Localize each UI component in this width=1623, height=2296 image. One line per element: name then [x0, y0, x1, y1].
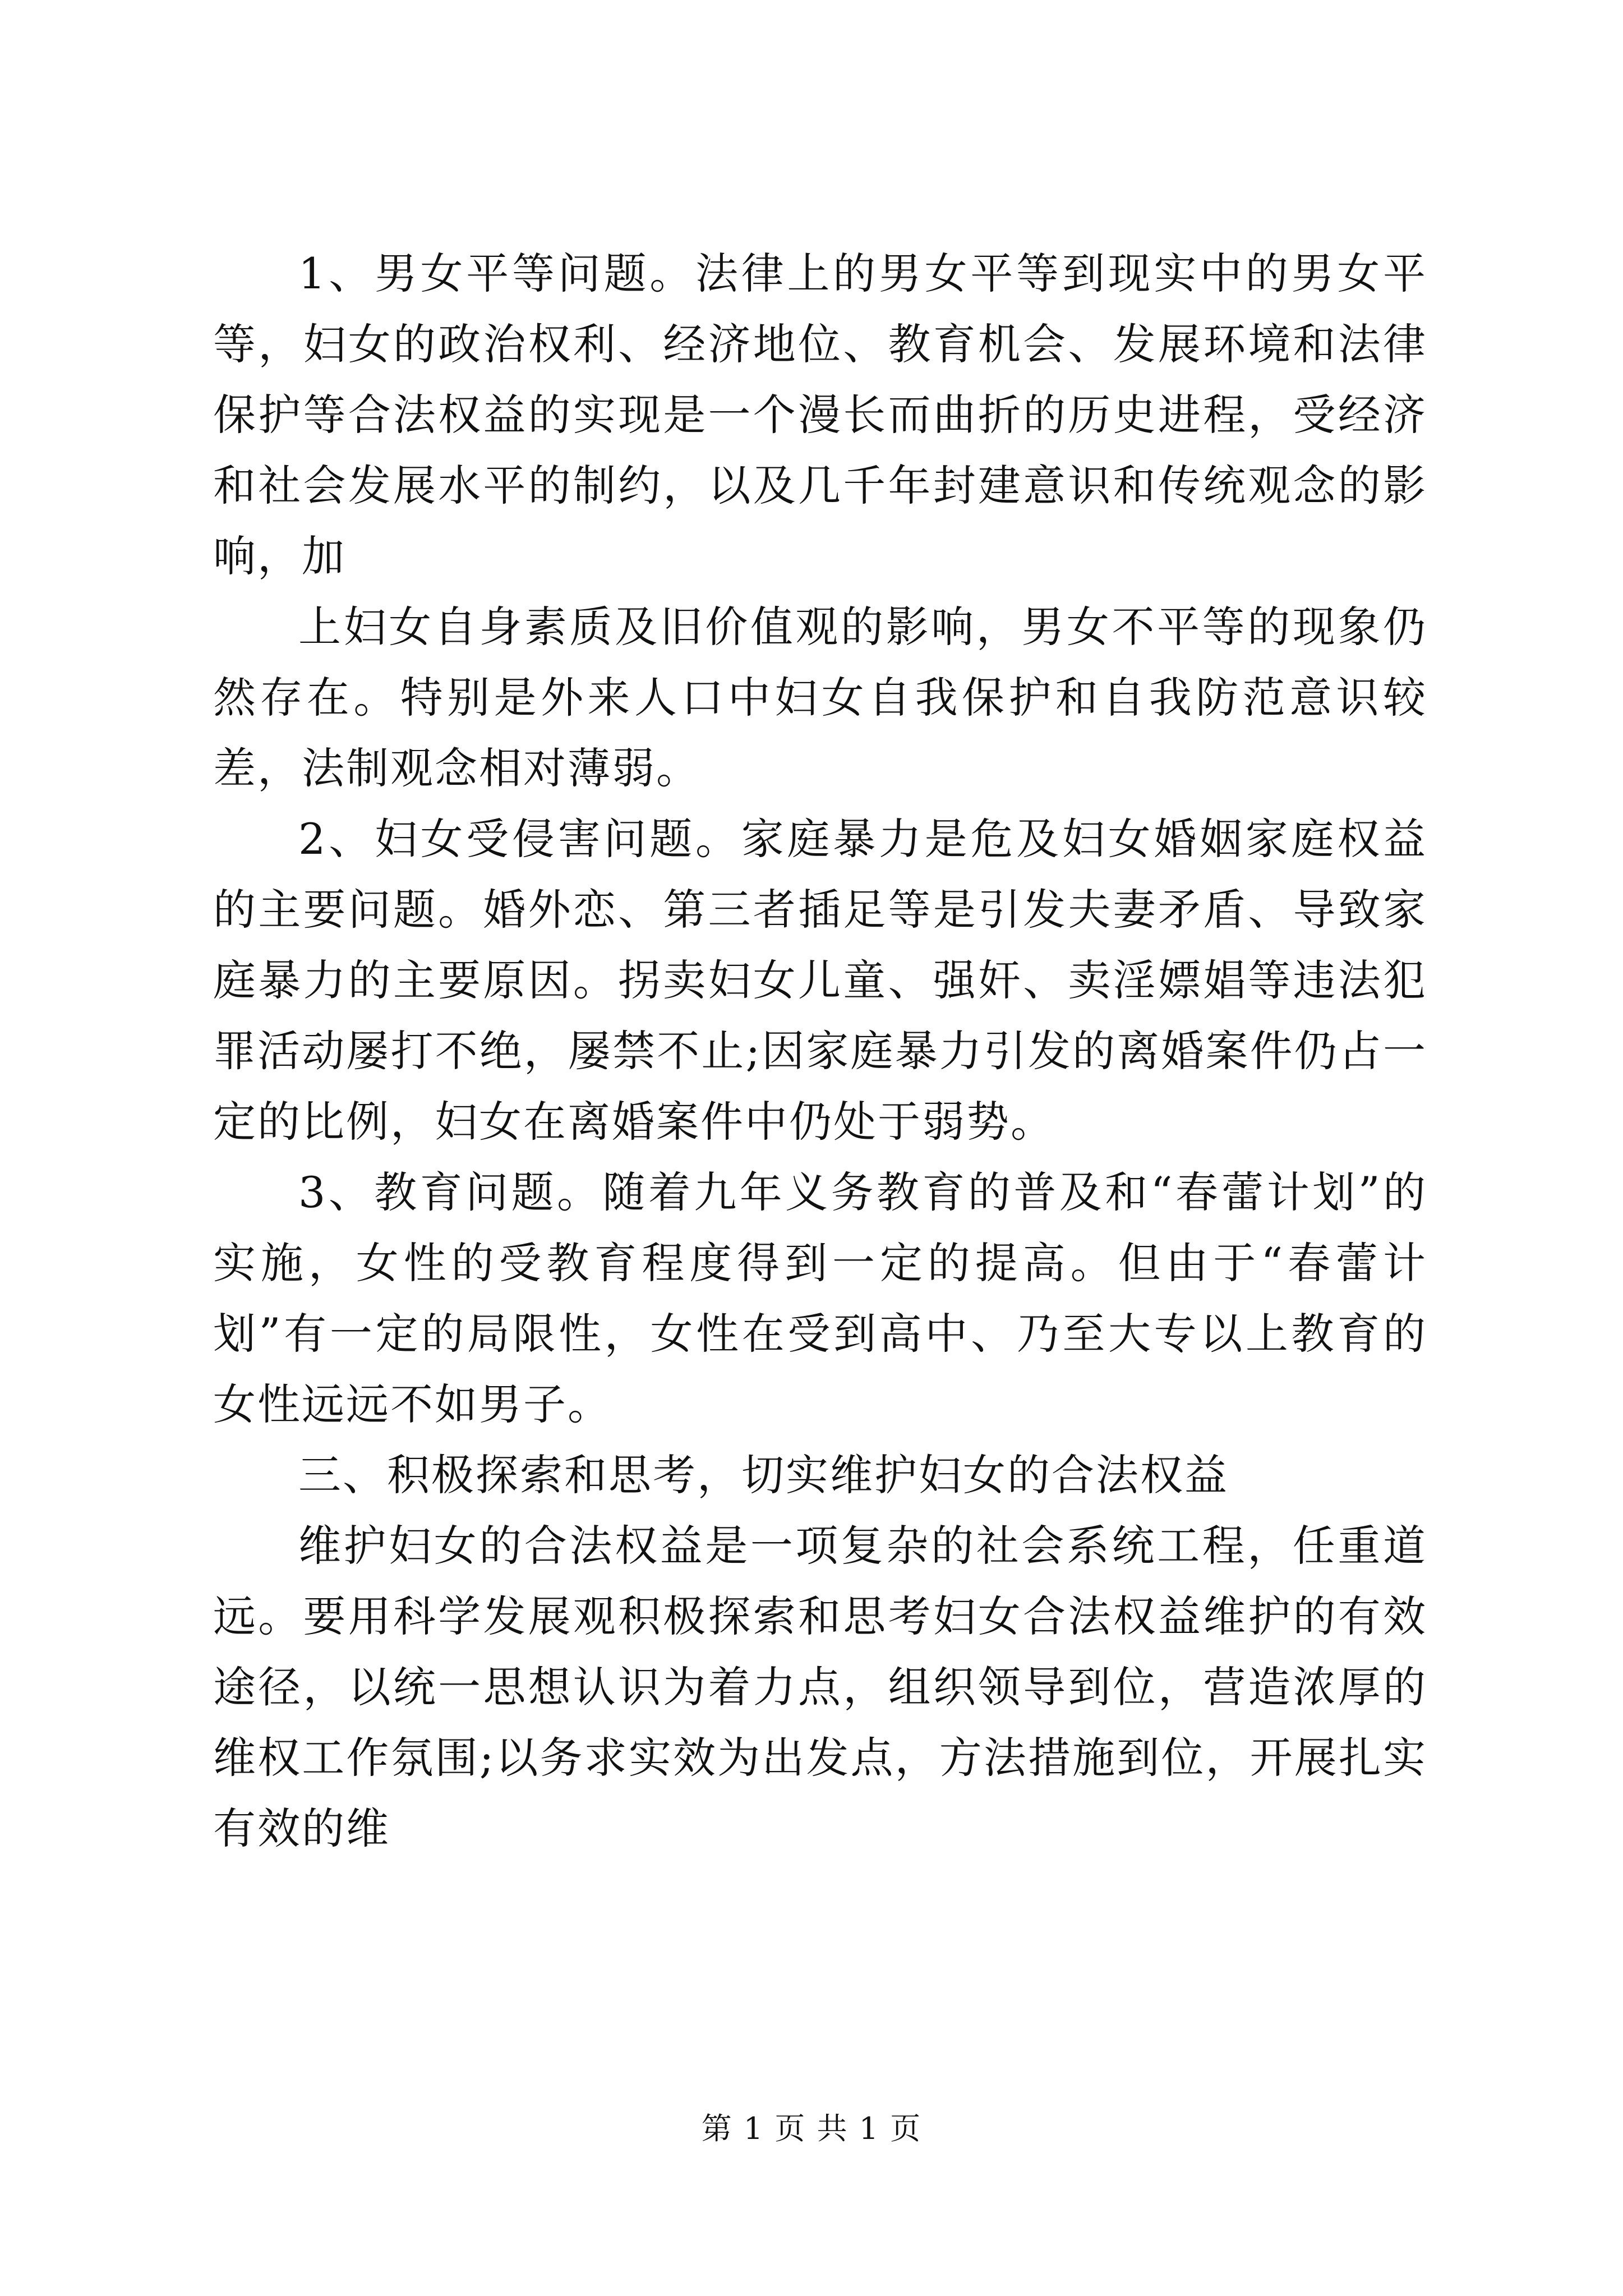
document-body: [213, 238, 1427, 1864]
paragraph-5: 维护妇女的合法权益是一项复杂的社会系统工程，任重道远。要用科学发展观积极探索和思考妇女合法权益维护的有效途径，以统一思想认识为着力点，组织领导到位，营造浓厚的维权工作氛围;以务求实效为出发点，方法措施到位，开展扎实有效的维: [213, 1521, 1427, 1853]
section-heading: 三、积极探索和思考，切实维护妇女的合法权益: [298, 1450, 1229, 1500]
paragraph-2: 上妇女自身素质及旧价值观的影响，男女不平等的现象仍然存在。特别是外来人口中妇女自我保护和自我防范意识较差，法制观念相对薄弱。: [213, 602, 1427, 793]
paragraph-3: 2、妇女受侵害问题。家庭暴力是危及妇女婚姻家庭权益的主要问题。婚外恋、第三者插足等是引发夫妻矛盾、导致家庭暴力的主要原因。拐卖妇女儿童、强奸、卖淫嫖娼等违法犯罪活动屡打不绝，屡禁不止;因家庭暴力引发的离婚案件仍占一定的比例，妇女在离婚案件中仍处于弱势。: [213, 814, 1427, 1147]
paragraph-4: 3、教育问题。随着九年义务教育的普及和“春蕾计划”的实施，女性的受教育程度得到一定的提高。但由于“春蕾计划”有一定的局限性，女性在受到高中、乃至大专以上教育的女性远远不如男子。: [213, 1167, 1427, 1429]
paragraph-1: 1、男女平等问题。法律上的男女平等到现实中的男女平等，妇女的政治权利、经济地位、教育机会、发展环境和法律保护等合法权益的实现是一个漫长而曲折的历史进程，受经济和社会发展水平的制约，以及几千年封建意识和传统观念的影响，加: [213, 249, 1427, 581]
page-footer: 第 1 页 共 1 页: [701, 2111, 922, 2146]
